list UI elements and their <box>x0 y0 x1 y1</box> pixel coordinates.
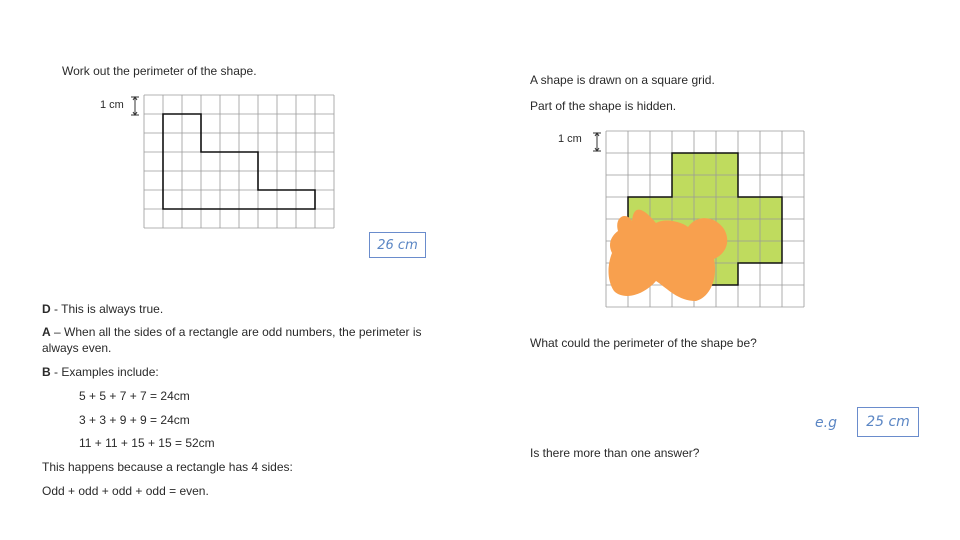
eg-label: e.g <box>815 415 837 431</box>
right-answer-text: 25 cm <box>866 414 910 430</box>
right-scale-arrow-icon <box>593 131 601 153</box>
explanation-a-letter: A <box>42 325 51 339</box>
explanation-d-text: - This is always true. <box>50 302 164 316</box>
explanation-b-letter: B <box>42 365 51 379</box>
right-line2: Part of the shape is hidden. <box>530 99 677 113</box>
explanation-b <box>42 365 159 379</box>
explanation-rule: Odd + odd + odd + odd = even. <box>42 484 209 498</box>
right-followup: Is there more than one answer? <box>530 446 700 460</box>
explanation-b-text: - Examples include: <box>50 365 159 379</box>
left-scale-arrow-icon <box>131 95 139 117</box>
right-line1: A shape is drawn on a square grid. <box>530 73 715 87</box>
right-scale-label: 1 cm <box>558 133 582 145</box>
left-answer-text: 26 cm <box>377 237 418 253</box>
right-square-grid <box>606 131 804 307</box>
explanation-a-line1 <box>42 325 422 339</box>
example-1: 5 + 5 + 7 + 7 = 24cm <box>79 389 190 403</box>
right-question: What could the perimeter of the shape be? <box>530 336 757 350</box>
explanation-a-text: – When all the sides of a rectangle are odd numbers, the perimeter is <box>50 325 422 339</box>
hidden-part-blot <box>609 210 728 301</box>
left-answer-box <box>369 232 426 258</box>
left-square-grid <box>144 95 334 228</box>
explanation-reason: This happens because a rectangle has 4 sides: <box>42 460 293 474</box>
example-3: 11 + 11 + 15 + 15 = 52cm <box>79 436 215 450</box>
right-answer-box <box>857 407 919 437</box>
explanation-d-letter: D <box>42 302 51 316</box>
explanation-d <box>42 302 163 316</box>
left-question: Work out the perimeter of the shape. <box>62 64 257 78</box>
explanation-a-line2: always even. <box>42 341 112 355</box>
example-2: 3 + 3 + 9 + 9 = 24cm <box>79 413 190 427</box>
left-scale-label: 1 cm <box>100 99 124 111</box>
